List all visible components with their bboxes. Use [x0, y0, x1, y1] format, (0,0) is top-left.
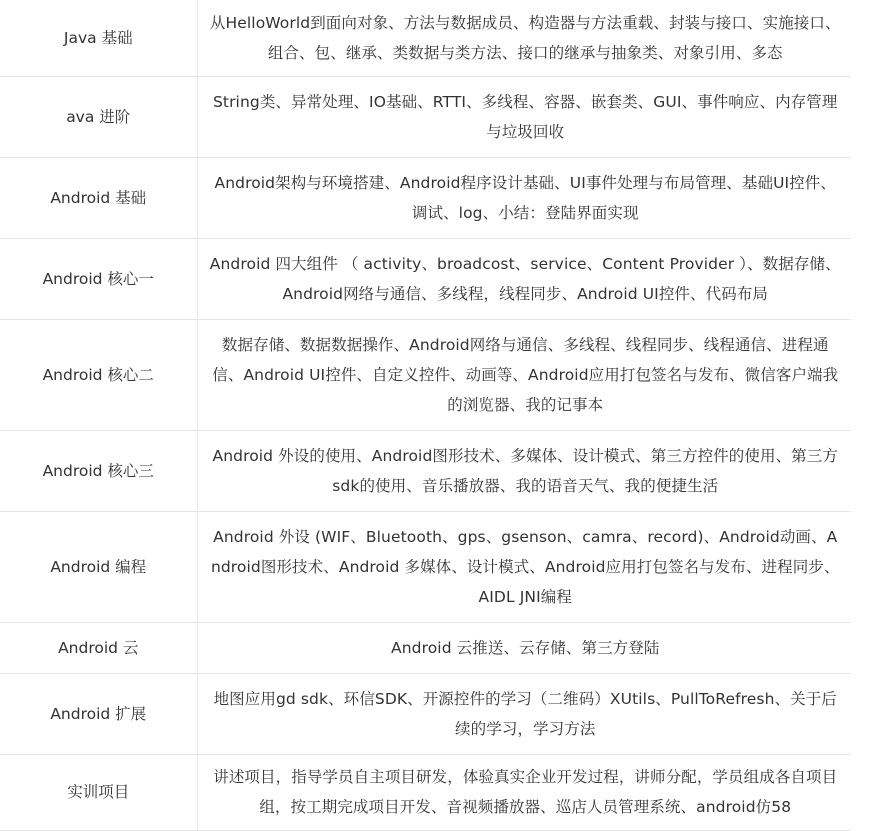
table-row [0, 0, 851, 76]
table-row [0, 319, 851, 430]
table-row [0, 430, 851, 511]
content-cell: Android 外设 (WIF、Bluetooth、gps、gsenson、camra、record)、Android动画、Android图形技术、Android 多媒体、设计模式、Android应用打包签名与发布、进程同步、AIDL JNI编程 [197, 511, 851, 622]
topic-cell: ava 进阶 [0, 76, 197, 157]
content-cell: 从HelloWorld到面向对象、方法与数据成员、构造器与方法重载、封装与接口、实施接口、组合、包、继承、类数据与类方法、接口的继承与抽象类、对象引用、多态 [197, 0, 851, 76]
content-cell: 数据存储、数据数据操作、Android网络与通信、多线程、线程同步、线程通信、进程通信、Android UI控件、自定义控件、动画等、Android应用打包签名与发布、微信客户端我的浏览器、我的记事本 [197, 319, 851, 430]
table-row [0, 622, 851, 673]
table-row [0, 511, 851, 622]
content-cell: 讲述项目，指导学员自主项目研发，体验真实企业开发过程，讲师分配，学员组成各自项目组，按工期完成项目开发、音视频播放器、巡店人员管理系统、android仿58 [197, 754, 851, 830]
topic-cell: Android 云 [0, 622, 197, 673]
topic-cell: Android 核心二 [0, 319, 197, 430]
table-row [0, 157, 851, 238]
table-row [0, 76, 851, 157]
topic-cell: Android 扩展 [0, 673, 197, 754]
topic-cell: Android 编程 [0, 511, 197, 622]
content-cell: Android架构与环境搭建、Android程序设计基础、UI事件处理与布局管理、基础UI控件、调试、log、小结：登陆界面实现 [197, 157, 851, 238]
content-cell: 地图应用gd sdk、环信SDK、开源控件的学习（二维码）XUtils、PullToRefresh、关于后续的学习，学习方法 [197, 673, 851, 754]
content-cell: Android 外设的使用、Android图形技术、多媒体、设计模式、第三方控件的使用、第三方sdk的使用、音乐播放器、我的语音天气、我的便捷生活 [197, 430, 851, 511]
topic-cell: Android 核心一 [0, 238, 197, 319]
topic-cell: 实训项目 [0, 754, 197, 830]
content-cell: Android 云推送、云存储、第三方登陆 [197, 622, 851, 673]
table-row [0, 238, 851, 319]
topic-cell: Java 基础 [0, 0, 197, 76]
content-cell: Android 四大组件 （ activity、broadcost、service、Content Provider ）、数据存储、Android网络与通信、多线程，线程同步、Android UI控件、代码布局 [197, 238, 851, 319]
table-row [0, 754, 851, 830]
table-row [0, 673, 851, 754]
topic-cell: Android 核心三 [0, 430, 197, 511]
content-cell: String类、异常处理、IO基础、RTTI、多线程、容器、嵌套类、GUI、事件响应、内存管理与垃圾回收 [197, 76, 851, 157]
topic-cell: Android 基础 [0, 157, 197, 238]
